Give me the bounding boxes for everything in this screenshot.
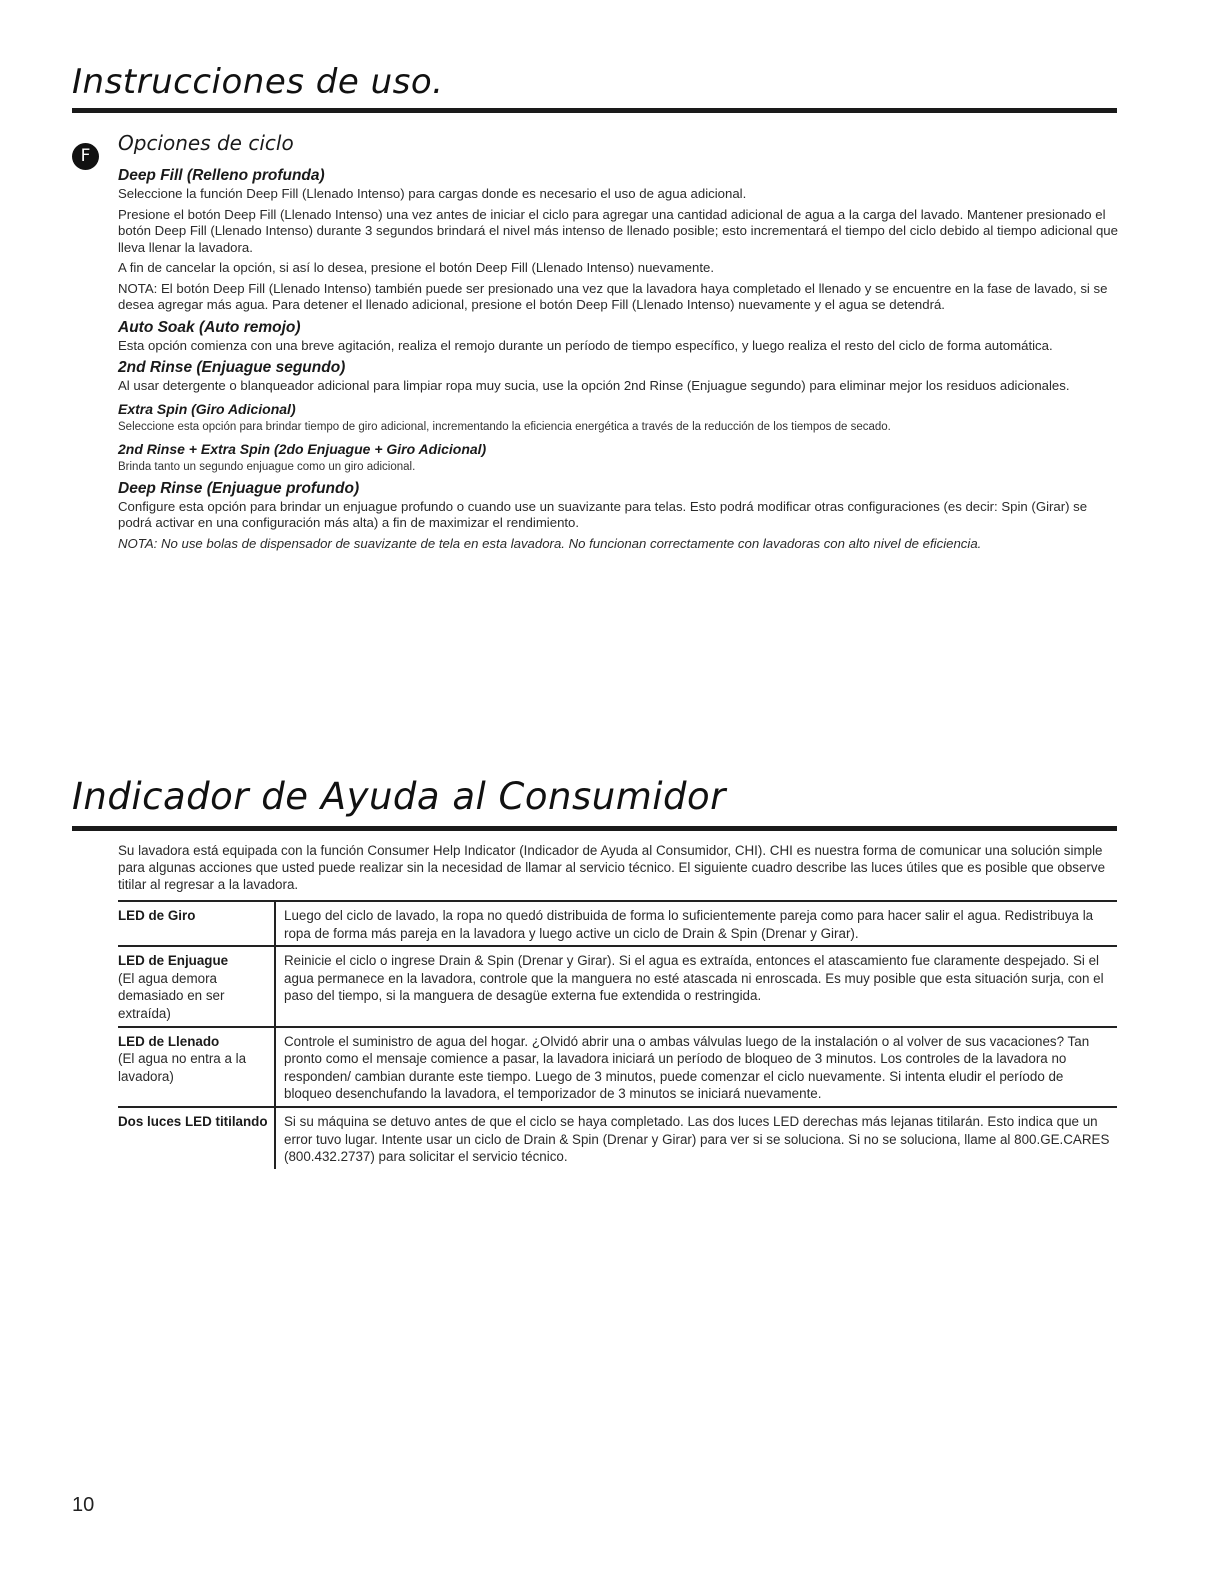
cycle-options — [118, 166, 1118, 556]
option-note: NOTA: El botón Deep Fill (Llenado Intenso) también puede ser presionado una vez que la lavadora haya completado el llenado y se encuentre en la fase de lavado, si se desea agregar más agua. Para detener el llenado adicional, presione el botón Deep Fill (Llenado Intenso) nuevamente y el agua se detendrá. — [118, 280, 1108, 312]
option-text: A fin de cancelar la opción, si así lo desea, presione el botón Deep Fill (Llenado Intenso) nuevamente. — [118, 260, 715, 275]
led-label-cell — [118, 946, 275, 1026]
chi-table — [118, 900, 1117, 1169]
option-auto-soak — [118, 318, 1118, 355]
section-f-badge-icon: F — [72, 143, 99, 170]
option-text: Configure esta opción para brindar un enjuague profundo o cuando use un suavizante para telas. Esto podrá modificar otras configuraciones (es decir: Spin (Girar) se podrá activar en una configuración más alta) a fin de maximizar el rendimiento. — [118, 498, 1088, 530]
led-sublabel: (El agua no entra a la lavadora) — [118, 1051, 247, 1084]
option-text: Seleccione la función Deep Fill (Llenado Intenso) para cargas donde es necesario el uso de agua adicional. — [118, 186, 747, 201]
chi-intro: Su lavadora está equipada con la función Consumer Help Indicator (Indicador de Ayuda al Consumidor, CHI). CHI es nuestra forma de comunicar una solución simple para algunas acciones que usted puede realizar sin la necesidad de llamar al servicio técnico. El siguiente cuadro describe las luces útiles que es posible que observe titilar al regresar a la lavadora. — [118, 843, 1106, 892]
led-label: Dos luces LED titilando — [118, 1113, 268, 1129]
chi-divider — [72, 826, 1117, 831]
led-description: Si su máquina se detuvo antes de que el ciclo se haya completado. Las dos luces LED derechas más lejanas titilarán. Esto indica que un error tuvo lugar. Intente usar un ciclo de Drain & Spin (Drenar y Girar) para ver si se soluciona. Si no se soluciona, llame al 800.GE.CARES (800.432.2737) para solicitar el servicio técnico. — [275, 1107, 1117, 1169]
chi-title: Indicador de Ayuda al Consumidor — [72, 775, 726, 818]
option-heading: Extra Spin (Giro Adicional) — [118, 400, 296, 417]
option-deep-rinse — [118, 479, 1118, 553]
led-label-cell — [118, 901, 275, 946]
table-row — [118, 1027, 1117, 1107]
option-extra-spin — [118, 399, 1118, 435]
option-text: Al usar detergente o blanqueador adicional para limpiar ropa muy sucia, use la opción 2nd Rinse (Enjuague segundo) para eliminar mejor los residuos adicionales. — [118, 378, 1070, 393]
table-row — [118, 901, 1117, 946]
led-label: LED de Llenado — [118, 1033, 220, 1049]
table-row — [118, 946, 1117, 1026]
option-heading: Auto Soak (Auto remojo) — [118, 318, 301, 336]
table-row — [118, 1107, 1117, 1169]
option-text: Presione el botón Deep Fill (Llenado Intenso) una vez antes de iniciar el ciclo para agregar una cantidad adicional de agua a la carga del lavado. Mantener presionado el botón Deep Fill (Llenado Intenso) durante 3 segundos brindará el nivel más intenso de llenado posible; esto incrementará el tiempo del ciclo debido al tiempo adicional que lleva llenar la lavadora. — [118, 206, 1118, 255]
led-sublabel: (El agua demora demasiado en ser extraída) — [118, 970, 225, 1021]
option-text: Seleccione esta opción para brindar tiempo de giro adicional, incrementando la eficiencia energética a través de la reducción de los tiempos de secado. — [118, 420, 891, 433]
section-heading: Opciones de ciclo — [118, 131, 294, 155]
option-heading: 2nd Rinse (Enjuague segundo) — [118, 359, 346, 376]
led-description: Reinicie el ciclo o ingrese Drain & Spin (Drenar y Girar). Si el agua es extraída, entonces el atascamiento fue claramente despejado. Si el agua permanece en la lavadora, controle que la manguera no esté atascada ni enroscada. Es muy posible que esta situación surja, con el paso del tiempo, si la manguera de desagüe externa fue extendida o restringida. — [275, 946, 1117, 1026]
page-number: 10 — [72, 1494, 95, 1516]
page-title: Instrucciones de uso. — [72, 62, 444, 102]
led-label: LED de Giro — [118, 908, 196, 923]
option-2nd-rinse — [118, 358, 1118, 395]
led-label-cell — [118, 1027, 275, 1107]
option-text: Brinda tanto un segundo enjuague como un giro adicional. — [118, 460, 416, 473]
option-heading: Deep Fill (Relleno profunda) — [118, 167, 325, 184]
led-label-cell — [118, 1107, 275, 1169]
option-heading: 2nd Rinse + Extra Spin (2do Enjuague + Giro Adicional) — [118, 440, 487, 457]
option-note: NOTA: No use bolas de dispensador de suavizante de tela en esta lavadora. No funcionan correctamente con lavadoras con alto nivel de eficiencia. — [118, 535, 982, 551]
title-divider — [72, 108, 1117, 113]
led-description: Controle el suministro de agua del hogar. ¿Olvidó abrir una o ambas válvulas luego de la instalación o al volver de sus vacaciones? Tan pronto como el mensaje comience a pasar, la lavadora iniciará un período de bloqueo de 3 minutos. Los controles de la lavadora no responden/ cambian durante este tiempo. Luego de 3 minutos, puede comenzar el ciclo nuevamente. Si intenta eludir el período de bloqueo desenchufando la lavadora, el temporizador de 3 minutos se iniciará nuevamente. — [275, 1027, 1117, 1107]
option-heading: Deep Rinse (Enjuague profundo) — [118, 479, 360, 497]
option-text: Esta opción comienza con una breve agitación, realiza el remojo durante un período de tiempo específico, y luego realiza el resto del ciclo de forma automática. — [118, 337, 1053, 353]
option-2nd-rinse-extra-spin — [118, 439, 1118, 475]
led-description: Luego del ciclo de lavado, la ropa no quedó distribuida de forma lo suficientemente pareja como para hacer salir el agua. Redistribuya la ropa de forma más pareja en la lavadora y luego active un ciclo de Drain & Spin (Drenar y Girar). — [275, 901, 1117, 946]
led-label: LED de Enjuague — [118, 953, 229, 969]
option-deep-fill — [118, 166, 1118, 314]
